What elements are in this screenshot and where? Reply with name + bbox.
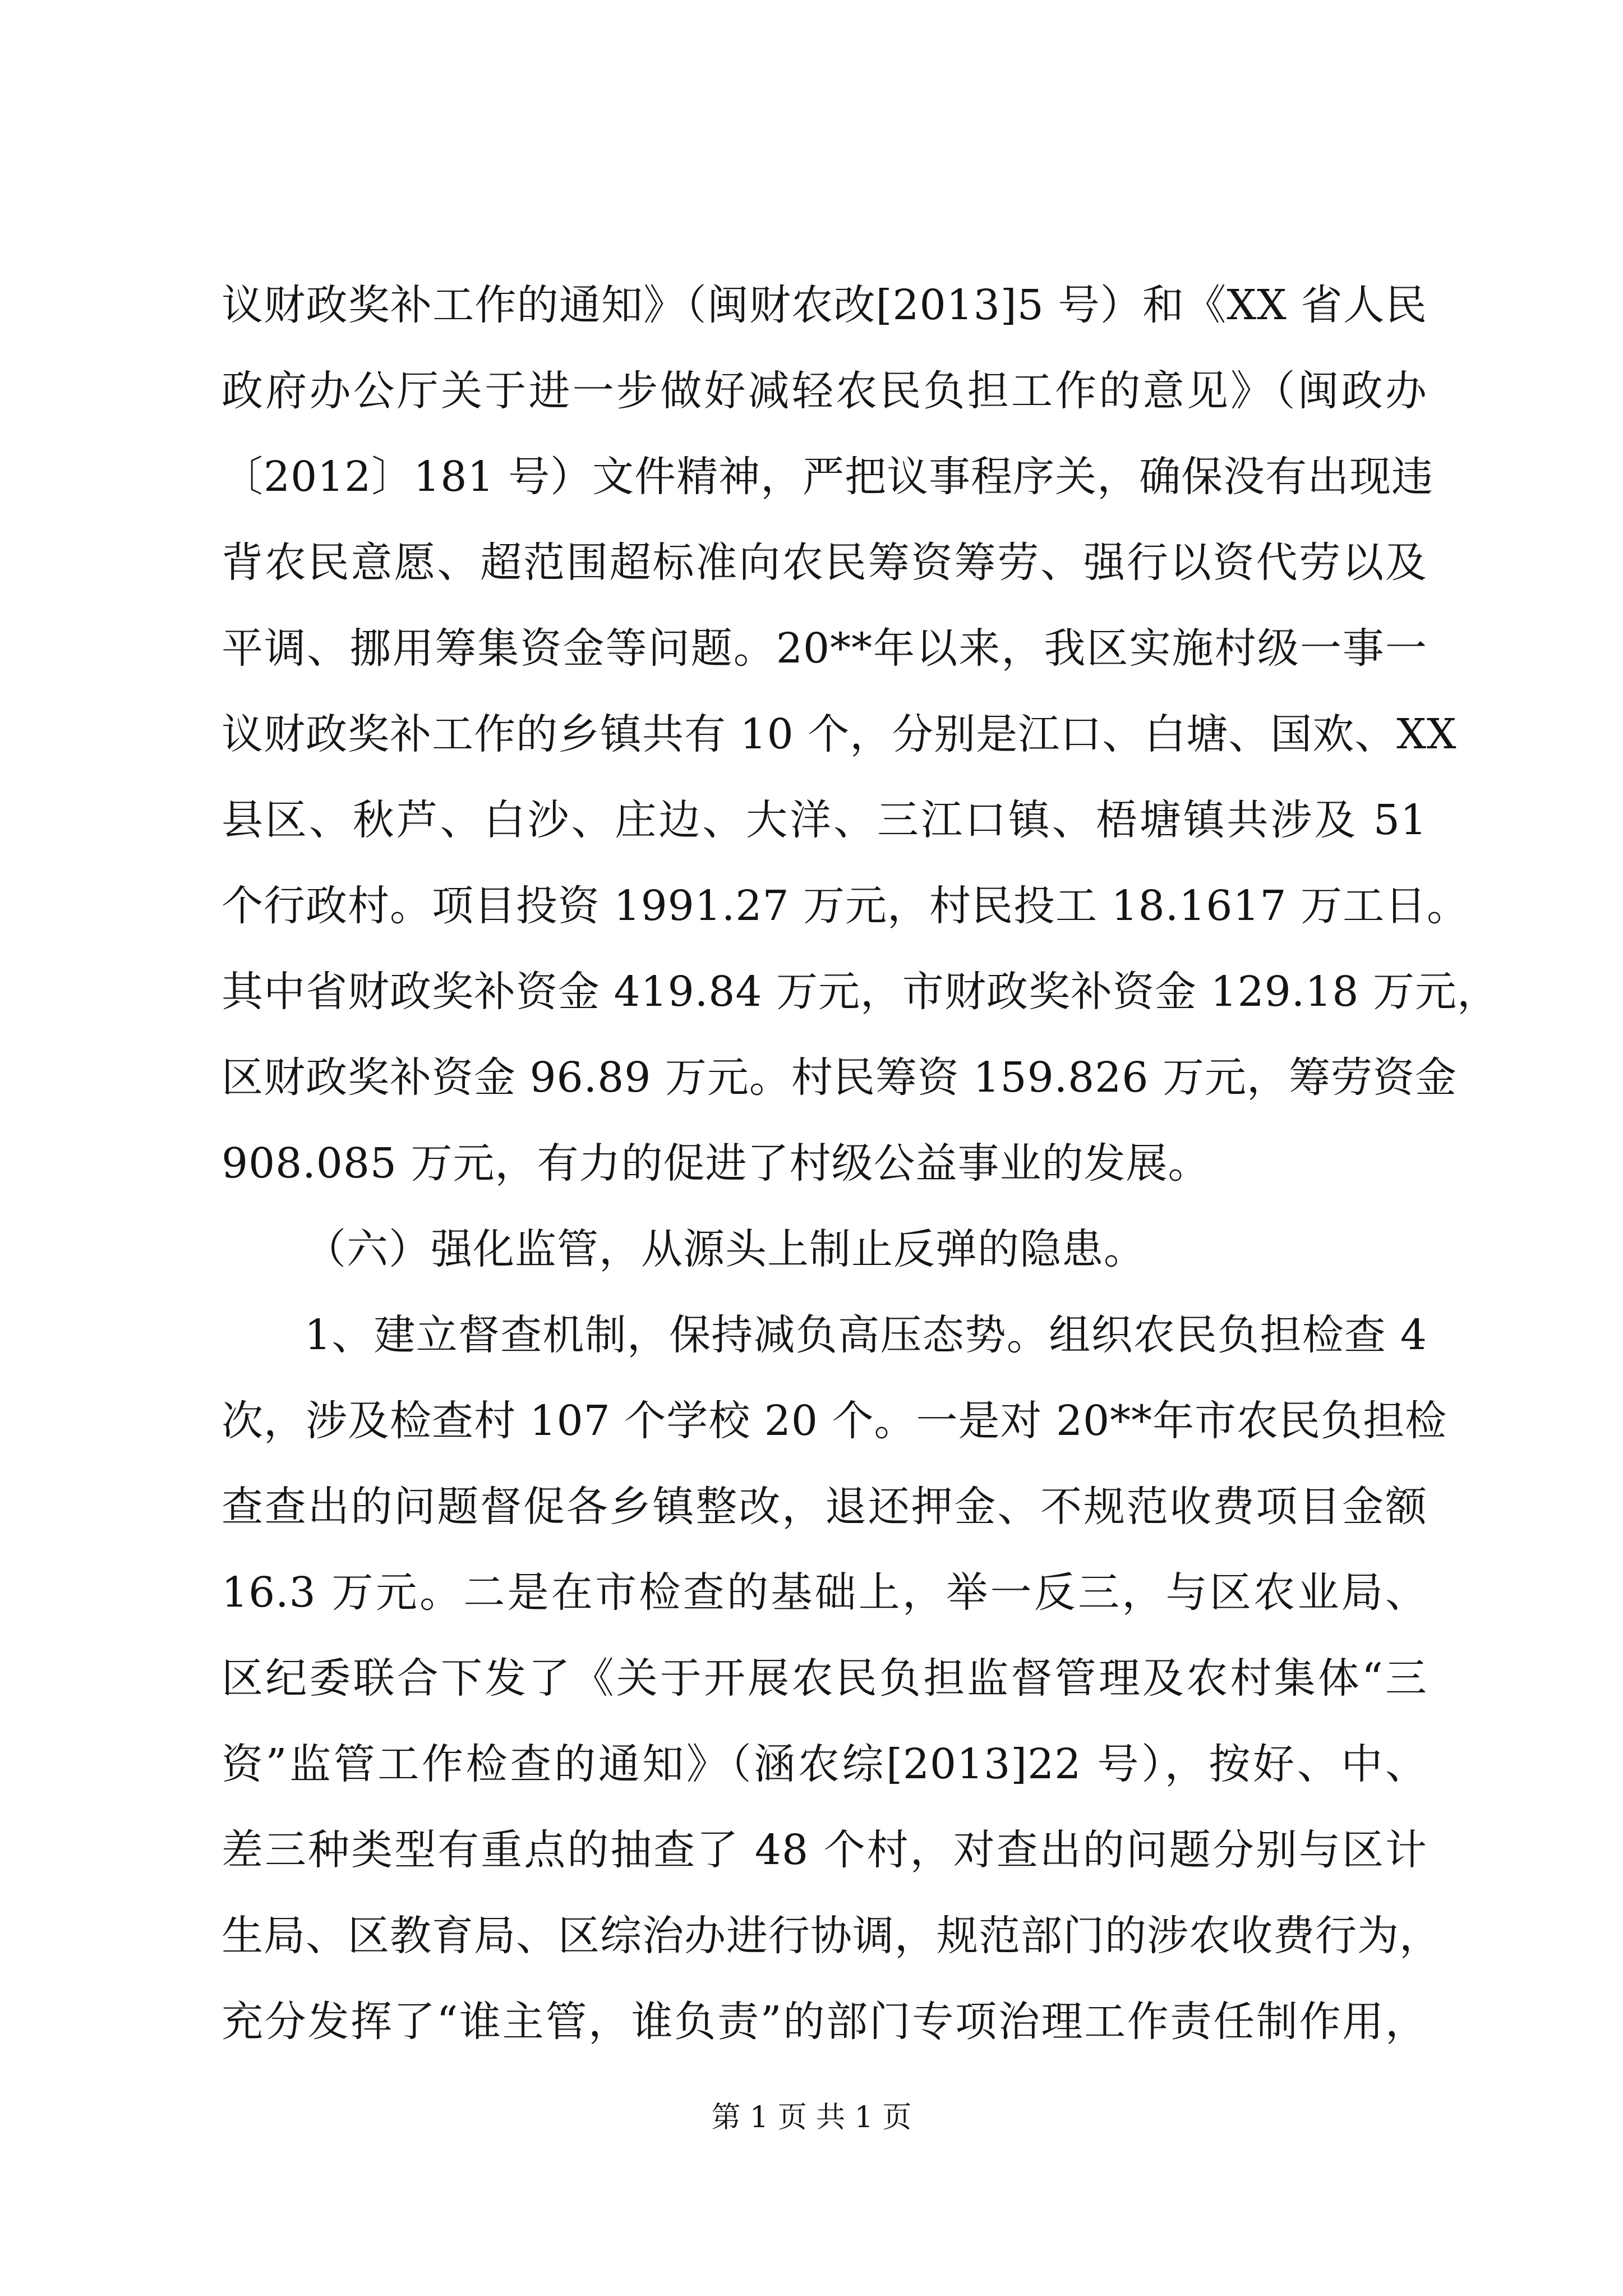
text-line: 议财政奖补工作的乡镇共有 10 个，分别是江口、白塘、国欢、XX [222, 710, 1457, 758]
text-line: 查查出的问题督促各乡镇整改，退还押金、不规范收费项目金额 [222, 1483, 1427, 1531]
text-line: 差三种类型有重点的抽查了 48 个村，对查出的问题分别与区计 [222, 1826, 1427, 1874]
text-line: 次，涉及检查村 107 个学校 20 个。一是对 20**年市农民负担检 [222, 1397, 1447, 1445]
text-line: 县区、秋芦、白沙、庄边、大洋、三江口镇、梧塘镇共涉及 51 [222, 796, 1427, 844]
text-line: 生局、区教育局、区综治办进行协调，规范部门的涉农收费行为， [222, 1912, 1441, 1960]
body-text [222, 263, 1499, 2065]
text-line: 区财政奖补资金 96.89 万元。村民筹资 159.826 万元，筹劳资金 [222, 1053, 1457, 1102]
text-line: 充分发挥了“谁主管，谁负责”的部门专项治理工作责任制作用， [222, 1998, 1427, 2046]
text-line: （六）强化监管，从源头上制止反弹的隐患。 [305, 1225, 1146, 1273]
text-line: 16.3 万元。二是在市检查的基础上，举一反三，与区农业局、 [222, 1568, 1427, 1617]
text-line: 908.085 万元，有力的促进了村级公益事业的发展。 [222, 1139, 1210, 1188]
text-line: 议财政奖补工作的通知》（闽财农改[2013]5 号）和《XX 省人民 [222, 281, 1427, 329]
text-line: 区纪委联合下发了《关于开展农民负担监督管理及农村集体“三 [222, 1654, 1427, 1703]
text-line: 个行政村。项目投资 1991.27 万元，村民投工 18.1617 万工日。 [222, 882, 1469, 930]
page-footer: 第 1 页 共 1 页 [711, 2101, 912, 2134]
text-line: 平调、挪用筹集资金等问题。20**年以来，我区实施村级一事一 [222, 624, 1427, 673]
text-line: 其中省财政奖补资金 419.84 万元，市财政奖补资金 129.18 万元， [222, 968, 1499, 1016]
text-line: 〔2012〕181 号）文件精神，严把议事程序关，确保没有出现违 [222, 453, 1434, 501]
text-line: 1、建立督查机制，保持减负高压态势。组织农民负担检查 4 [305, 1311, 1427, 1359]
text-line: 背农民意愿、超范围超标准向农民筹资筹劳、强行以资代劳以及 [222, 539, 1427, 587]
text-line: 政府办公厅关于进一步做好减轻农民负担工作的意见》（闽政办 [222, 367, 1427, 415]
text-line: 资”监管工作检查的通知》（涵农综[2013]22 号），按好、中、 [222, 1740, 1427, 1788]
